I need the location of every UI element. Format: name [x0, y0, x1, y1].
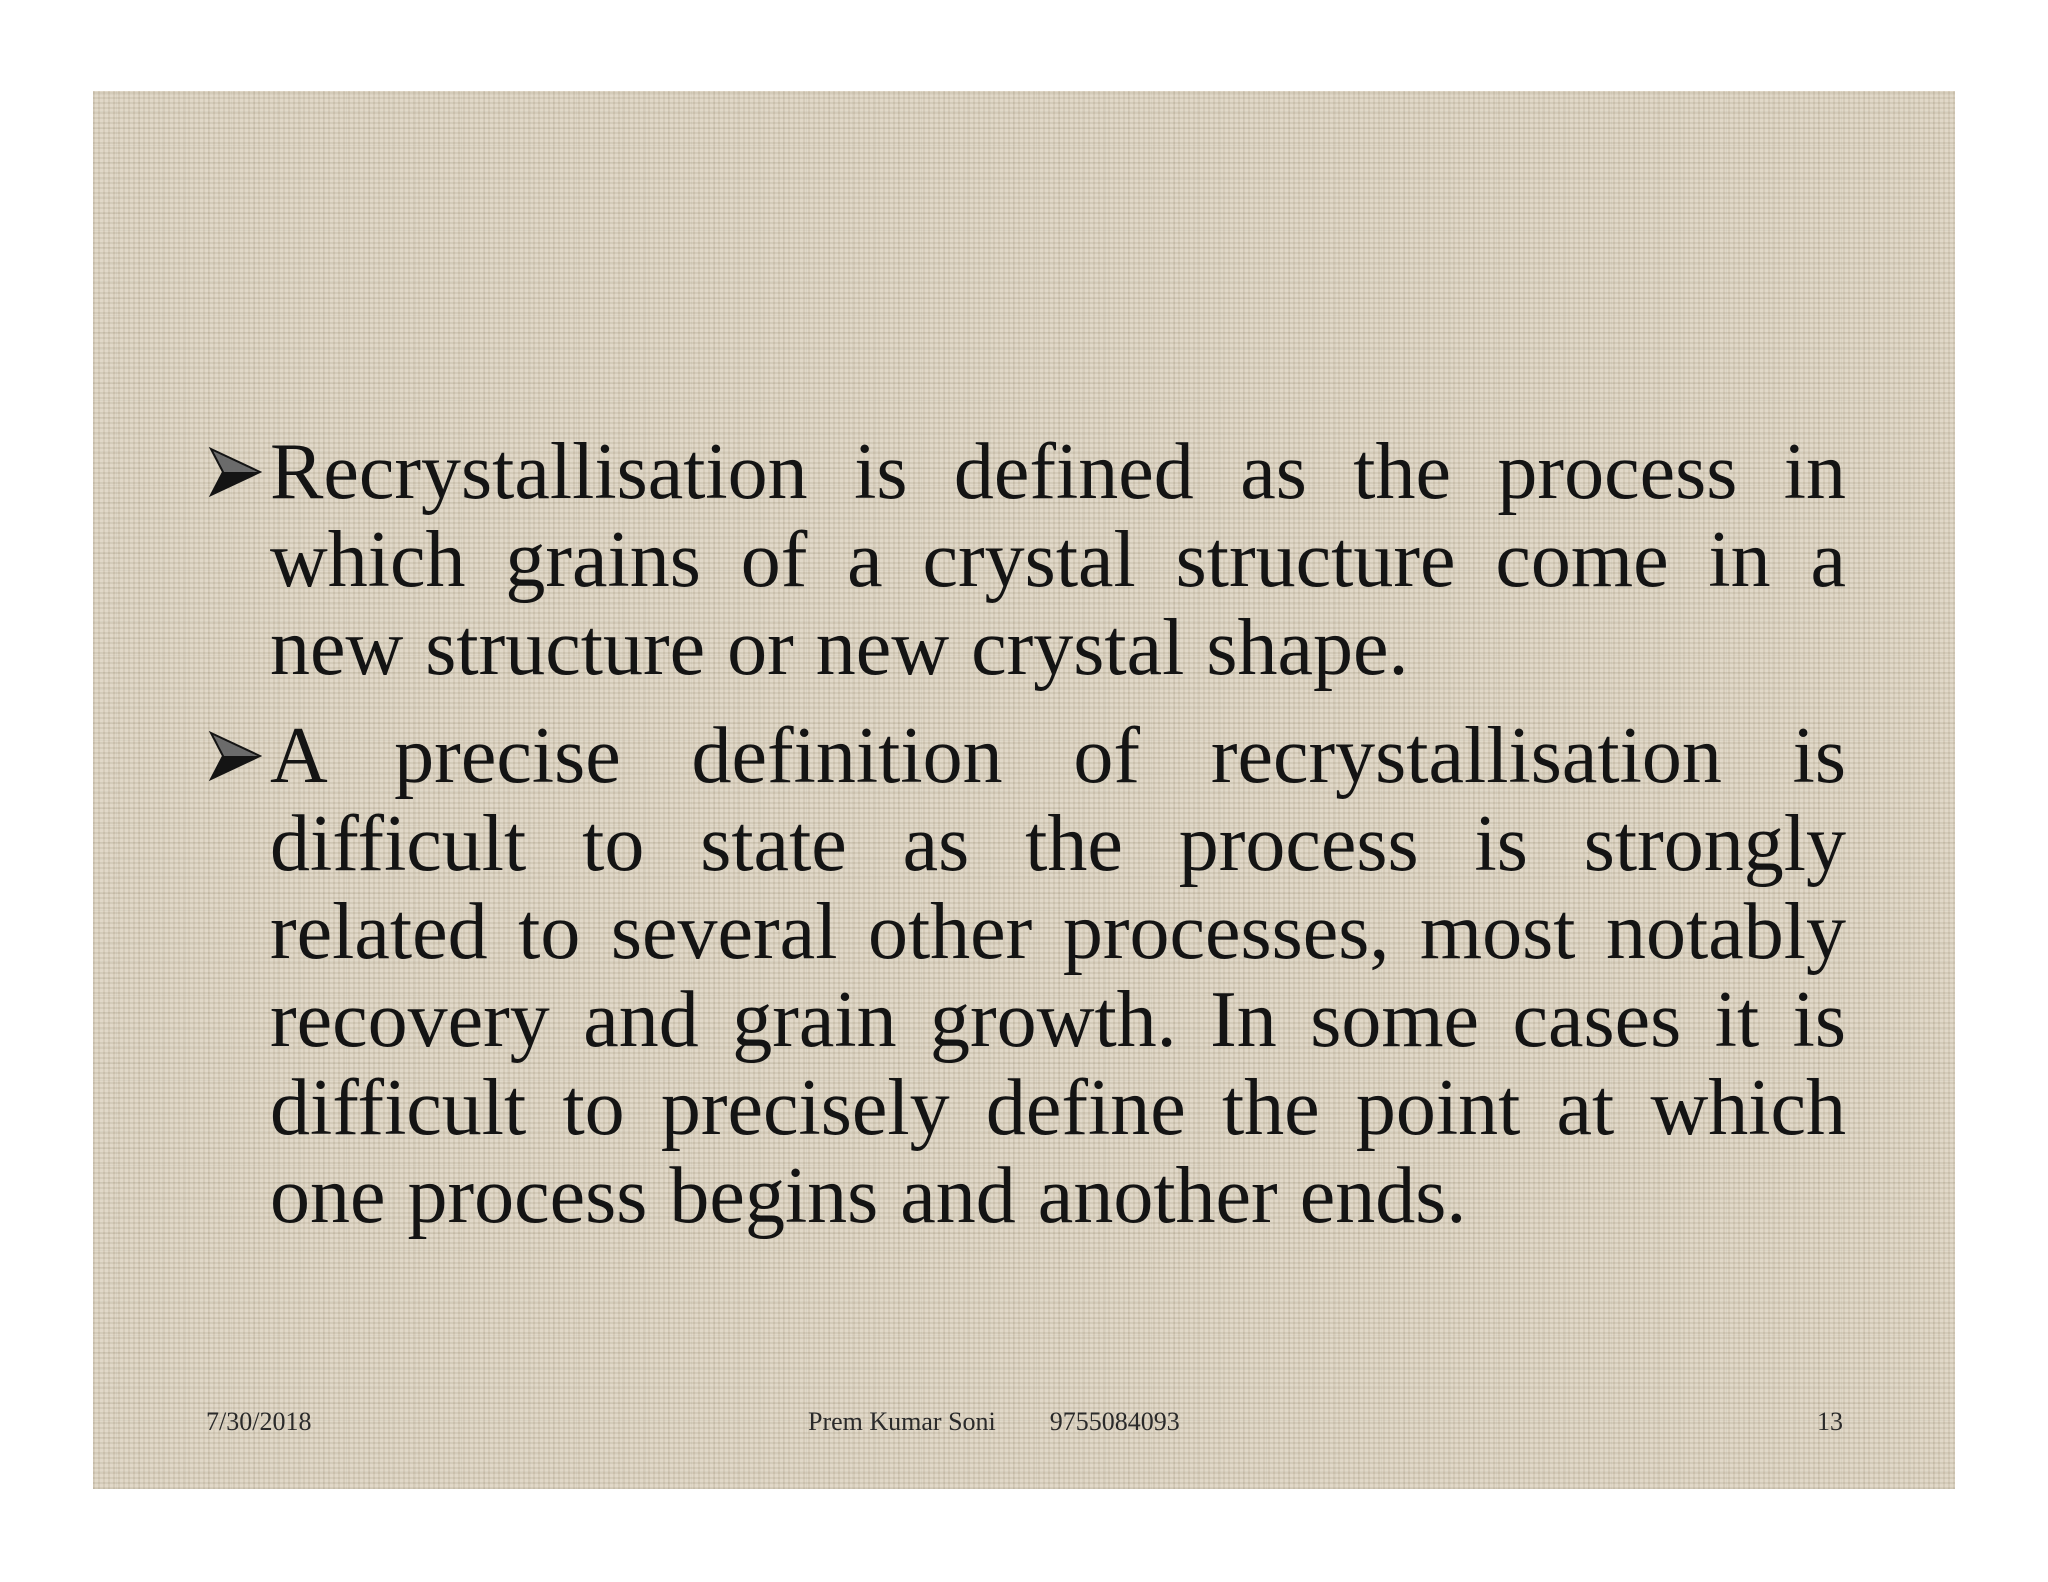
arrowhead-bullet-icon: [208, 712, 270, 800]
footer-author: Prem Kumar Soni: [808, 1407, 996, 1436]
footer-date: 7/30/2018: [206, 1407, 312, 1436]
footer-author-block: [808, 1407, 1180, 1437]
bullet-item: [208, 712, 1936, 1240]
bullet-list: [208, 428, 1936, 1260]
bullet-item: [208, 428, 1936, 692]
arrowhead-bullet-icon: [208, 428, 270, 516]
slide: [93, 91, 1955, 1489]
footer-phone: 9755084093: [1049, 1407, 1180, 1436]
bullet-text: Recrystallisation is defined as the process in which grains of a crystal structure come in a new structure or new crystal shape.: [270, 428, 1846, 692]
page-number: 13: [1817, 1407, 1843, 1436]
bullet-text: A precise definition of recrystallisation is difficult to state as the process is strongly related to several other processes, most notably recovery and grain growth. In some cases it is difficult to precisely define the point at which one process begins and another ends.: [270, 712, 1846, 1240]
